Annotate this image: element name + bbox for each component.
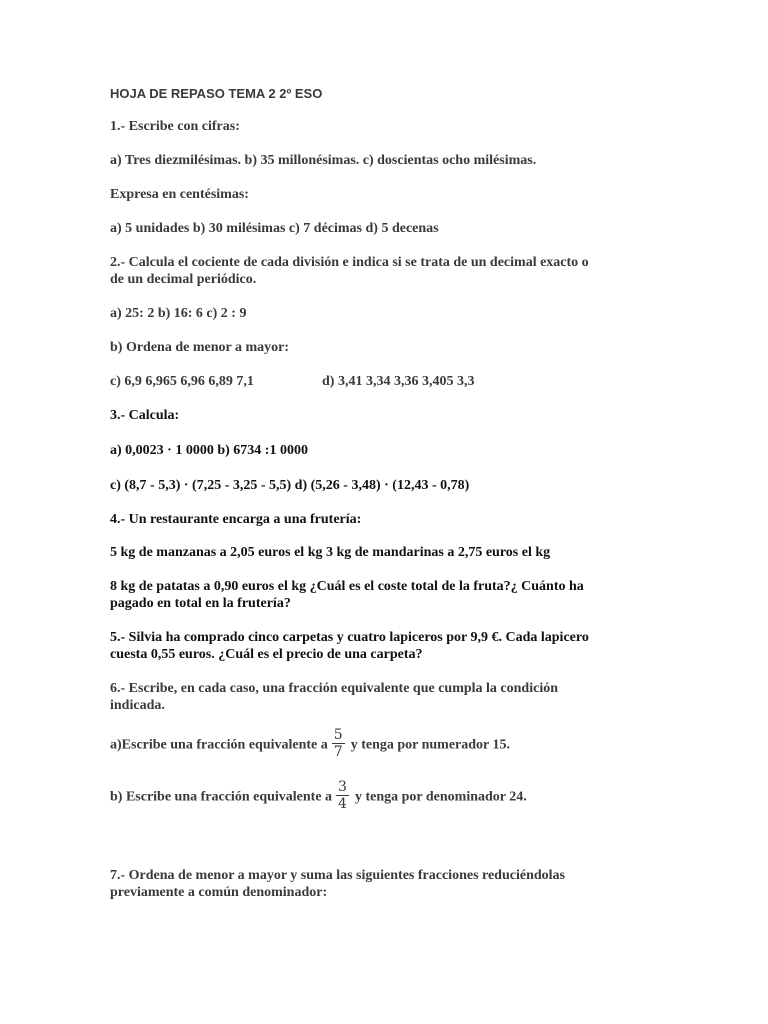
fraction-denominator: 4: [338, 796, 347, 812]
q2-heading-line2: de un decimal periódico.: [110, 272, 257, 287]
q1-sub-heading: Expresa en centésimas:: [110, 187, 249, 202]
q1-items: a) Tres diezmilésimas. b) 35 millonésimas. c) doscientas ocho milésimas.: [110, 153, 537, 168]
q2-order-c: c) 6,9 6,965 6,96 6,89 7,1: [110, 374, 254, 389]
page-title: HOJA DE REPASO TEMA 2 2º ESO: [110, 86, 323, 101]
q5-line1: 5.- Silvia ha comprado cinco carpetas y cuatro lapiceros por 9,9 €. Cada lapicero: [110, 630, 589, 645]
q4-line2: 8 kg de patatas a 0,90 euros el kg ¿Cuál es el coste total de la fruta?¿ Cuánto ha: [110, 579, 584, 594]
fraction-denominator: 7: [333, 744, 343, 760]
q3-line-a: a) 0,0023 · 1 0000 b) 6734 :1 0000: [110, 443, 308, 458]
q3-line-c: c) (8,7 - 5,3) · (7,25 - 3,25 - 5,5) d) (5,26 - 3,48) · (12,43 - 0,78): [110, 478, 470, 493]
q1-sub-items: a) 5 unidades b) 30 milésimas c) 7 décimas d) 5 decenas: [110, 221, 439, 236]
q2-order-d: d) 3,41 3,34 3,36 3,405 3,3: [322, 374, 475, 389]
q6-item-a: [110, 729, 510, 762]
q7-line1: 7.- Ordena de menor a mayor y suma las siguientes fracciones reduciéndolas: [110, 868, 565, 883]
q3-heading: 3.- Calcula:: [110, 408, 180, 423]
q6-a-text-after: y tenga por numerador 15.: [350, 737, 511, 753]
fraction-numerator: 5: [333, 727, 343, 743]
q4-line1: 5 kg de manzanas a 2,05 euros el kg 3 kg de mandarinas a 2,75 euros el kg: [110, 545, 551, 560]
q2-sub-heading: b) Ordena de menor a mayor:: [110, 340, 289, 355]
q2-items: a) 25: 2 b) 16: 6 c) 2 : 9: [110, 306, 247, 321]
q6-b-text-before: b) Escribe una fracción equivalente a: [110, 789, 333, 805]
fraction-numerator: 3: [338, 779, 347, 795]
q6-b-text-after: y tenga por denominador 24.: [354, 789, 527, 805]
q5-line2: cuesta 0,55 euros. ¿Cuál es el precio de una carpeta?: [110, 647, 423, 662]
q2-heading-line1: 2.- Calcula el cociente de cada división e indica si se trata de un decimal exacto o: [110, 255, 589, 270]
q6-heading-line2: indicada.: [110, 698, 165, 713]
q1-heading: 1.- Escribe con cifras:: [110, 119, 240, 134]
q7-line2: previamente a común denominador:: [110, 885, 328, 900]
fraction-5-7: [332, 727, 345, 760]
q4-heading: 4.- Un restaurante encarga a una frutería:: [110, 512, 362, 527]
q4-line3: pagado en total en la frutería?: [110, 596, 291, 611]
fraction-3-4: [336, 779, 349, 812]
q6-heading-line1: 6.- Escribe, en cada caso, una fracción equivalente que cumpla la condición: [110, 681, 558, 696]
q6-item-b: [110, 781, 527, 814]
q6-a-text-before: a)Escribe una fracción equivalente a: [110, 737, 328, 753]
